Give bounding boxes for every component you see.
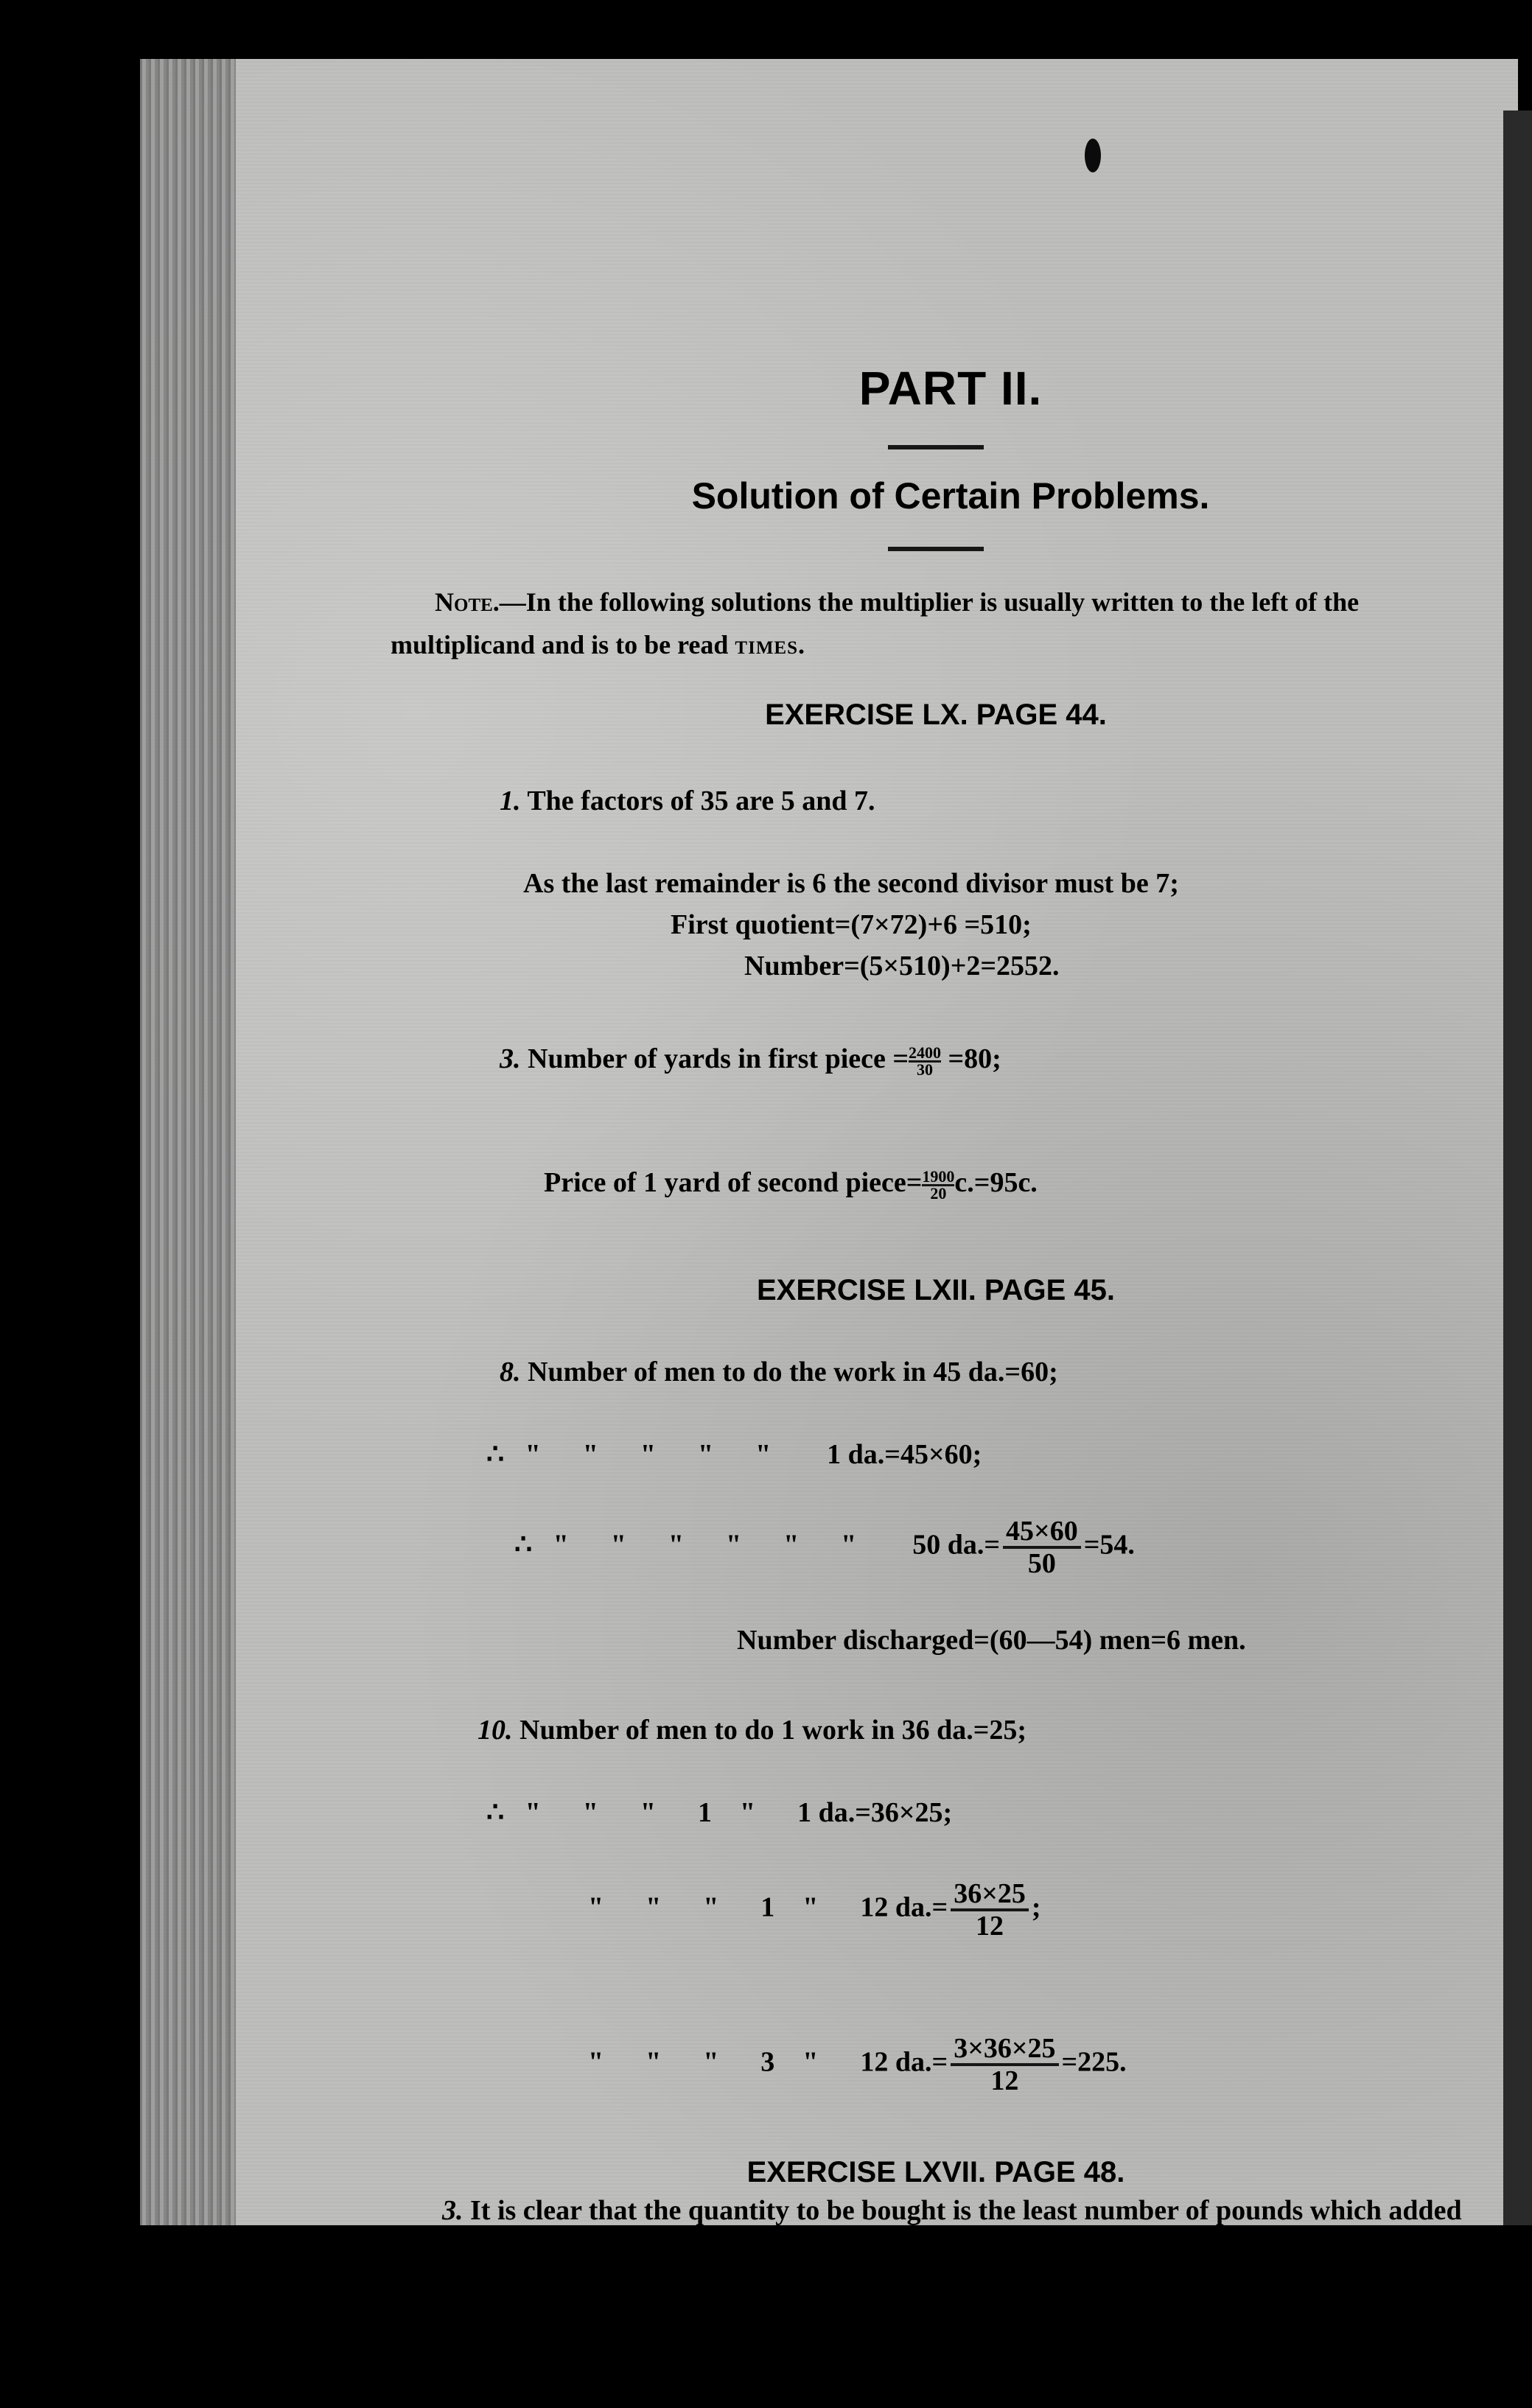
fraction [951,2034,1058,2096]
problem-line [450,1668,1459,1792]
inline-fraction [922,1166,955,1203]
problem-text: It is clear that the quantity to be bought is the least number of pounds which added to 17385 pounds will make the result contain 68 pounds. [391,2195,1462,2263]
fraction [951,1879,1029,1941]
problem-text: " " " 1 " 12 da.= [588,1891,948,1923]
fraction-numerator: 3×36×25 [951,2034,1058,2066]
problem-line [472,1310,1459,1434]
note-lead: Note. [435,587,500,617]
problem-line: ∴ " " " " " 1 da.=45×60; [486,1439,982,1470]
problem-line: ∴ " " " 1 " 1 da.=36×25; [486,1797,953,1828]
problem-number: 1. [500,785,521,816]
inline-fraction [909,1043,942,1079]
problem-line [472,997,1459,1121]
page-content [391,361,1462,2408]
problem-text: =225. [1061,2046,1127,2078]
fraction-denominator: 50 [1027,1548,1056,1579]
problem-text: Number of yards in first piece = [528,1043,909,1074]
problem-number: 10. [478,1715,513,1746]
ink-spot [1085,139,1101,172]
problem-line: Number discharged=(60—54) men=6 men. [737,1625,1246,1656]
problem-text: The factors of 35 are 5 and 7. [527,785,875,816]
subtitle-rule [888,547,984,551]
problem-text: Price of 1 yard of second piece= [544,1167,923,1198]
problem-line [516,1121,1459,1245]
problem-text: Number of men to do 1 work in 36 da.=25; [520,1715,1027,1746]
problem-line: As the last remainder is 6 the second divisor must be 7; [523,868,1179,899]
fraction-denominator: 12 [976,1911,1004,1942]
problem-line [486,1475,1459,1620]
problem-text: =54. [1083,1529,1135,1561]
fraction-denominator: 20 [930,1183,947,1203]
exercise-heading: EXERCISE LXVII. PAGE 48. [746,2156,1125,2188]
fraction-numerator: 1900 [922,1166,955,1186]
note-paragraph [391,581,1489,666]
fraction-numerator: 45×60 [1003,1516,1081,1549]
problem-number: 3. [442,2195,464,2226]
problem-text: Number of men to do the work in 45 da.=60; [528,1357,1058,1387]
exercise-heading: EXERCISE LXII. PAGE 45. [756,1274,1116,1306]
problem-line: 17385÷68=255 and 45 remainder. [737,2281,1133,2312]
section-subtitle: Solution of Certain Problems. [691,475,1210,517]
fraction [1003,1516,1081,1578]
exercise-heading: EXERCISE LX. PAGE 44. [765,699,1107,731]
page-spine-edge [140,59,236,2225]
problem-text: c.=95c. [954,1167,1038,1198]
problem-line: First quotient=(7×72)+6 =510; [671,909,1032,940]
problem-line: Quantity to be bought=(68—45) lb.=23 lb. [538,2323,1039,2353]
fraction-numerator: 2400 [909,1043,942,1062]
fraction-numerator: 36×25 [951,1879,1029,1911]
fraction-denominator: 12 [990,2065,1019,2096]
problem-text: =80; [948,1043,1001,1074]
right-page-edge [1503,111,1532,2225]
problem-number: 8. [500,1357,521,1387]
problem-line [472,739,1459,863]
page-number: 46 [877,2374,906,2407]
problem-text: ∴ " " " " " " 50 da.= [514,1529,1001,1561]
note-text: —In the following solutions the multiplier is usually written to the left of the multiplicand and is to be read [391,587,1360,659]
problem-number: 3. [500,1043,521,1074]
problem-line [560,1992,1459,2137]
title-rule [888,445,984,449]
problem-line [560,1838,1459,1982]
part-title: PART II. [858,362,1043,415]
problem-paragraph [391,2192,1489,2266]
problem-text: ; [1031,1891,1041,1923]
fraction-denominator: 30 [917,1060,934,1079]
problem-line: Number=(5×510)+2=2552. [744,951,1060,981]
problem-text: " " " 3 " 12 da.= [588,2046,948,2078]
note-times: times. [735,630,806,659]
